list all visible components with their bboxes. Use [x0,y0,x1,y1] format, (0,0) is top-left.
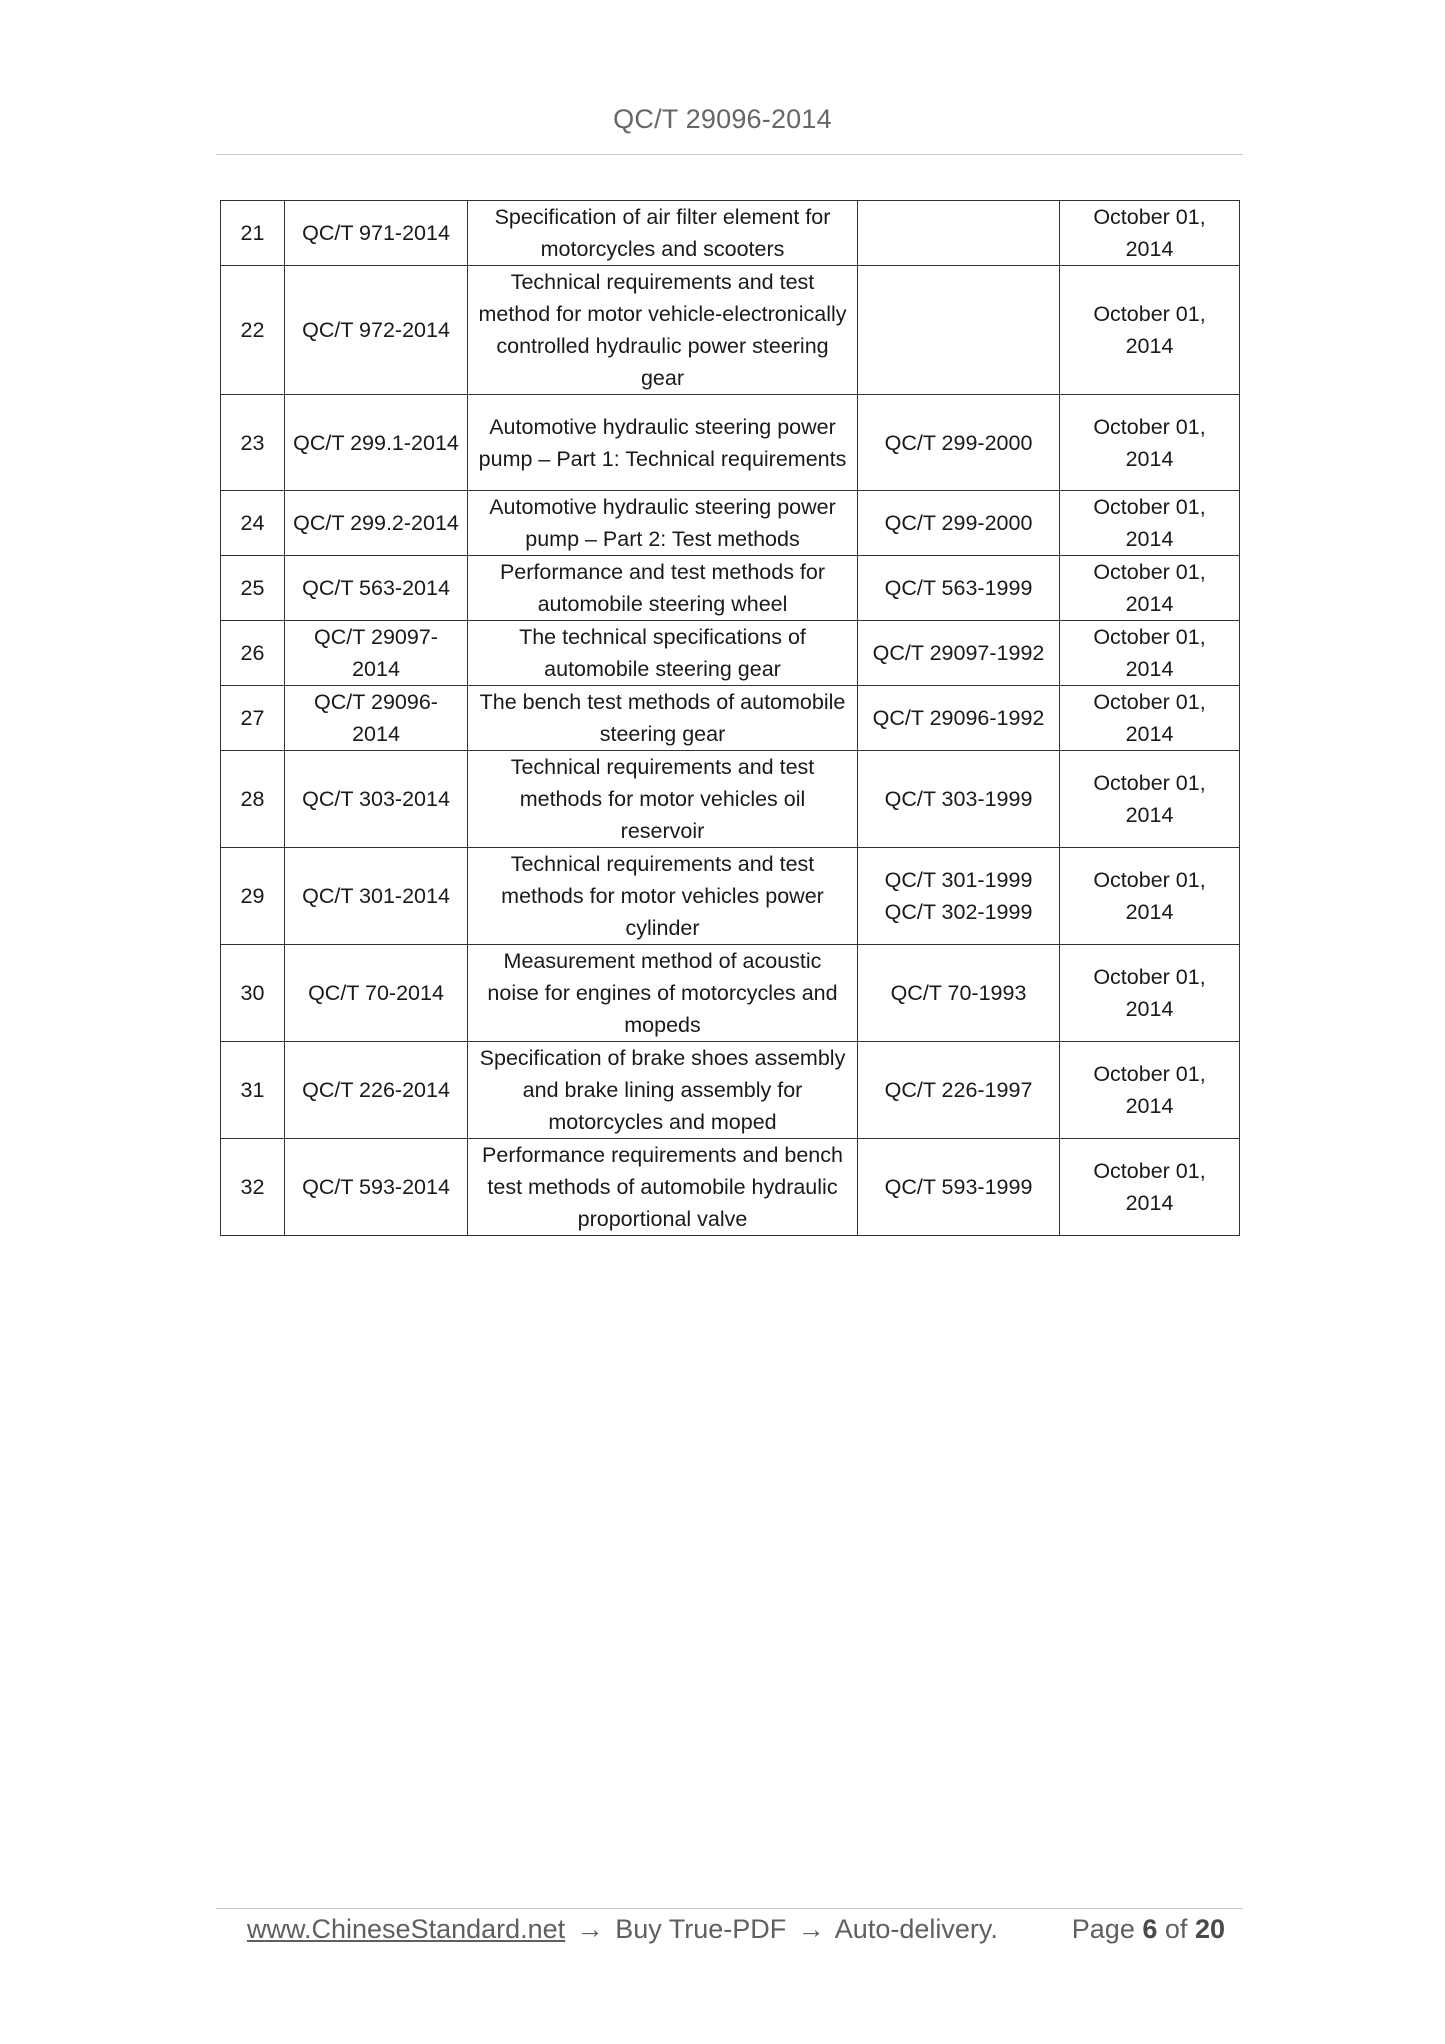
standard-title: Performance requirements and bench test methods of automobile hydraulic proportional valve [468,1139,858,1236]
implementation-date: October 01, 2014 [1060,945,1240,1042]
implementation-date: October 01, 2014 [1060,686,1240,751]
arrow-right-icon: → [797,1914,825,1944]
page-footer [247,1914,1225,1954]
replaced-standards [858,686,1060,751]
row-number: 31 [221,1042,285,1139]
replaced-standard-code: QC/T 70-1993 [890,981,1027,1005]
row-number: 28 [221,751,285,848]
standard-title: Technical requirements and test methods for motor vehicles oil reservoir [468,751,858,848]
table-row [221,751,1240,848]
standard-code: QC/T 70-2014 [285,945,468,1042]
row-number: 29 [221,848,285,945]
replaced-standard-code: QC/T 299-2000 [884,430,1033,455]
standard-code: QC/T 29097-2014 [285,621,468,686]
replaced-standards [858,395,1060,491]
table-row [221,945,1240,1042]
page-total: 20 [1194,1914,1225,1944]
table-row [221,395,1240,491]
page-label: Page [1071,1914,1135,1944]
row-number: 26 [221,621,285,686]
implementation-date: October 01, 2014 [1060,556,1240,621]
implementation-date: October 01, 2014 [1060,621,1240,686]
implementation-date: October 01, 2014 [1060,491,1240,556]
replaced-standard-code: QC/T 563-1999 [884,576,1033,600]
standard-title: The technical specifications of automobile steering gear [468,621,858,686]
replaced-standards [858,848,1060,945]
table-row [221,621,1240,686]
implementation-date: October 01, 2014 [1060,751,1240,848]
table-row [221,266,1240,395]
table-row [221,491,1240,556]
replaced-standard-code: QC/T 29096-1992 [872,706,1045,730]
replaced-standards [858,556,1060,621]
implementation-date: October 01, 2014 [1060,266,1240,395]
row-number: 30 [221,945,285,1042]
replaced-standard-code: QC/T 299-2000 [884,511,1033,535]
page-header-title: QC/T 29096-2014 [613,104,832,134]
table-row [221,1139,1240,1236]
standard-title: Automotive hydraulic steering power pump – Part 2: Test methods [468,491,858,556]
table-row [221,201,1240,266]
implementation-date: October 01, 2014 [1060,1139,1240,1236]
row-number: 21 [221,201,285,266]
site-link[interactable]: www.ChineseStandard.net [247,1914,566,1944]
standard-title: Specification of brake shoes assembly and brake lining assembly for motorcycles and moped [468,1042,858,1139]
row-number: 23 [221,395,285,491]
table-row [221,686,1240,751]
replaced-standard-code: QC/T 303-1999 [884,787,1033,811]
implementation-date: October 01, 2014 [1060,201,1240,266]
standard-code: QC/T 301-2014 [285,848,468,945]
standard-title: Automotive hydraulic steering power pump – Part 1: Technical requirements [468,395,858,491]
implementation-date: October 01, 2014 [1060,848,1240,945]
standard-code: QC/T 226-2014 [285,1042,468,1139]
replaced-standards [858,491,1060,556]
replaced-standards [858,751,1060,848]
replaced-standards [858,201,1060,266]
replaced-standards [858,945,1060,1042]
standard-code: QC/T 299.2-2014 [285,491,468,556]
standard-code: QC/T 972-2014 [285,266,468,395]
page-of: of [1164,1914,1188,1944]
row-number: 24 [221,491,285,556]
header-divider [216,154,1243,155]
row-number: 22 [221,266,285,395]
standard-title: The bench test methods of automobile steering gear [468,686,858,751]
standard-code: QC/T 299.1-2014 [285,395,468,491]
implementation-date: October 01, 2014 [1060,395,1240,491]
arrow-right-icon: → [576,1914,604,1944]
standard-code: QC/T 593-2014 [285,1139,468,1236]
standard-code: QC/T 29096-2014 [285,686,468,751]
footer-step-buy: Buy True-PDF [615,1914,787,1944]
standard-title: Measurement method of acoustic noise for engines of motorcycles and mopeds [468,945,858,1042]
replaced-standards [858,1139,1060,1236]
replaced-standard-code: QC/T 302-1999 [884,900,1033,924]
replaced-standard-code: QC/T 29097-1992 [872,641,1045,665]
replaced-standard-code: QC/T 301-1999 [884,868,1033,892]
footer-promo [247,1914,998,1945]
footer-divider [216,1908,1243,1909]
page-number [1072,1914,1225,1945]
table-row [221,1042,1240,1139]
standard-code: QC/T 971-2014 [285,201,468,266]
replaced-standards [858,266,1060,395]
standard-title: Performance and test methods for automobile steering wheel [468,556,858,621]
standard-title: Specification of air filter element for motorcycles and scooters [468,201,858,266]
standard-code: QC/T 303-2014 [285,751,468,848]
standards-table [220,200,1240,1236]
standard-title: Technical requirements and test methods for motor vehicles power cylinder [468,848,858,945]
standard-code: QC/T 563-2014 [285,556,468,621]
replaced-standard-code: QC/T 593-1999 [884,1175,1033,1199]
row-number: 32 [221,1139,285,1236]
footer-step-delivery: Auto-delivery. [834,1914,998,1944]
implementation-date: October 01, 2014 [1060,1042,1240,1139]
standard-title: Technical requirements and test method for motor vehicle-electronically controlled hydraulic power steering gear [468,266,858,395]
replaced-standards [858,621,1060,686]
page-current: 6 [1142,1914,1158,1944]
row-number: 27 [221,686,285,751]
replaced-standard-code: QC/T 226-1997 [884,1078,1033,1102]
replaced-standards [858,1042,1060,1139]
row-number: 25 [221,556,285,621]
table-row [221,556,1240,621]
table-row [221,848,1240,945]
